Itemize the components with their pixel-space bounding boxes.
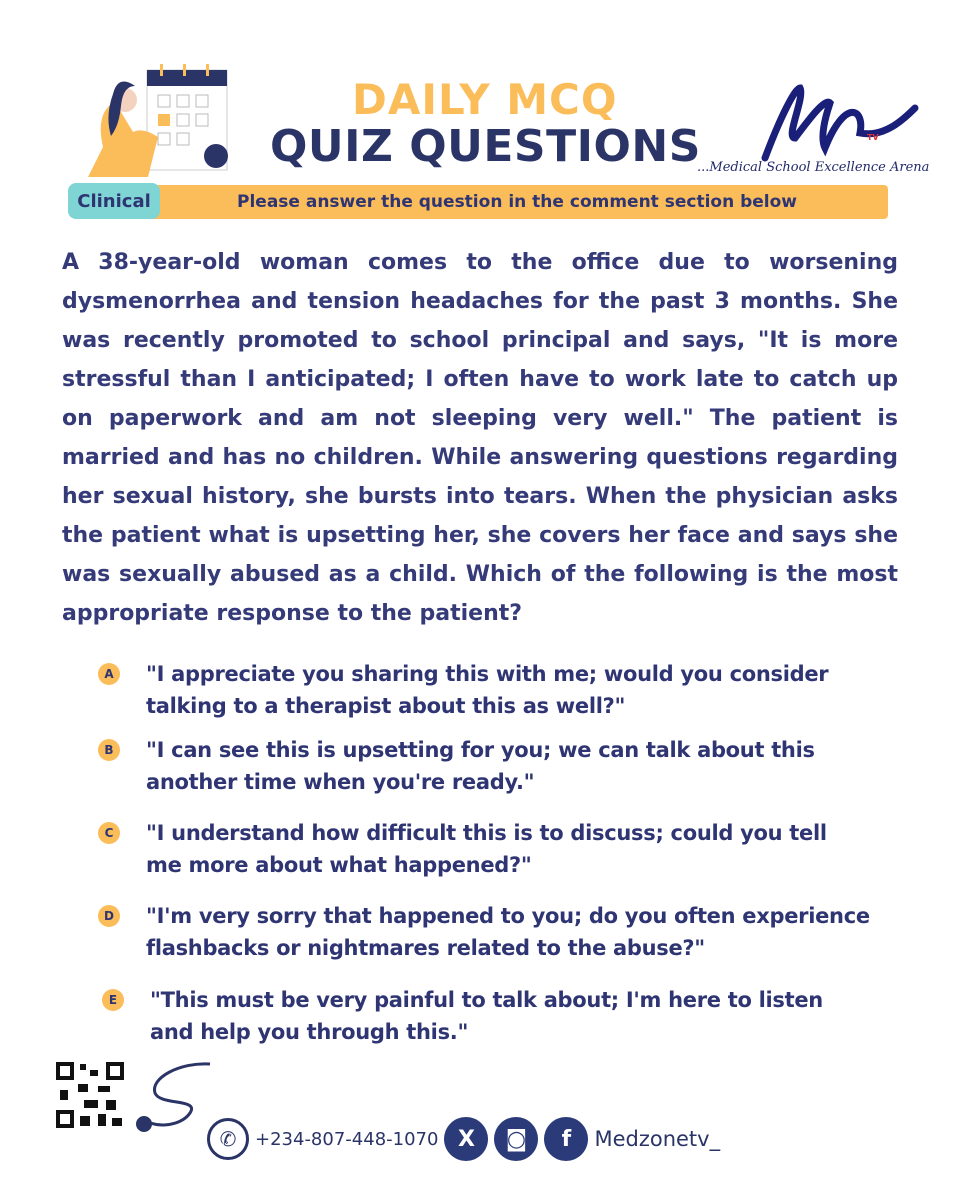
- option-e[interactable]: [102, 984, 902, 1048]
- option-letter: A: [98, 663, 120, 685]
- qr-code[interactable]: [54, 1060, 126, 1130]
- option-d[interactable]: [98, 900, 898, 964]
- option-text: "I appreciate you sharing this with me; would you consider talking to a therapist about this as well?": [146, 662, 829, 718]
- option-text: "I understand how difficult this is to discuss; could you tell me more about what happened?": [146, 821, 827, 877]
- facebook-icon[interactable]: f: [544, 1117, 588, 1161]
- footer-contacts: [207, 1117, 720, 1161]
- phone-number[interactable]: +234-807-448-1070: [255, 1128, 439, 1150]
- category-badge: Clinical: [68, 183, 160, 219]
- option-letter: C: [98, 822, 120, 844]
- social-handle[interactable]: Medzonetv_: [594, 1127, 721, 1151]
- title-quiz-questions: QUIZ QUESTIONS: [270, 121, 701, 172]
- instruction-text: Please answer the question in the comment section below: [237, 192, 798, 212]
- option-a[interactable]: [98, 658, 898, 722]
- question-stem: A 38-year-old woman comes to the office due to worsening dysmenorrhea and tension headaches for the past 3 months. She was recently promoted to school principal and says, "It is more stressful than I anticipated; I often have to work late to catch up on paperwork and am not sleeping very well." The patient is married and has no children. While answering questions regarding her sexual history, she bursts into tears. When the physician asks the patient what is upsetting her, she covers her face and says she was sexually abused as a child. Which of the following is the most appropriate response to the patient?: [62, 250, 898, 626]
- whatsapp-icon[interactable]: ✆: [207, 1118, 249, 1160]
- option-c[interactable]: [98, 817, 898, 881]
- title-daily-mcq: DAILY MCQ: [352, 75, 618, 124]
- instagram-icon[interactable]: ◙: [494, 1117, 538, 1161]
- option-text: "This must be very painful to talk about; I'm here to listen and help you through this.": [150, 988, 823, 1044]
- medzone-logo: [755, 78, 925, 163]
- option-letter: B: [98, 739, 120, 761]
- svg-text:TV: TV: [867, 133, 879, 142]
- option-letter: E: [102, 989, 124, 1011]
- option-b[interactable]: [98, 734, 898, 798]
- option-text: "I'm very sorry that happened to you; do you often experience flashbacks or nightmares related to the abuse?": [146, 904, 870, 960]
- calendar-illustration: [85, 62, 245, 187]
- option-text: "I can see this is upsetting for you; we can talk about this another time when you're ready.": [146, 738, 815, 794]
- x-icon[interactable]: X: [444, 1117, 488, 1161]
- option-letter: D: [98, 905, 120, 927]
- tagline: ...Medical School Excellence Arena: [697, 160, 930, 175]
